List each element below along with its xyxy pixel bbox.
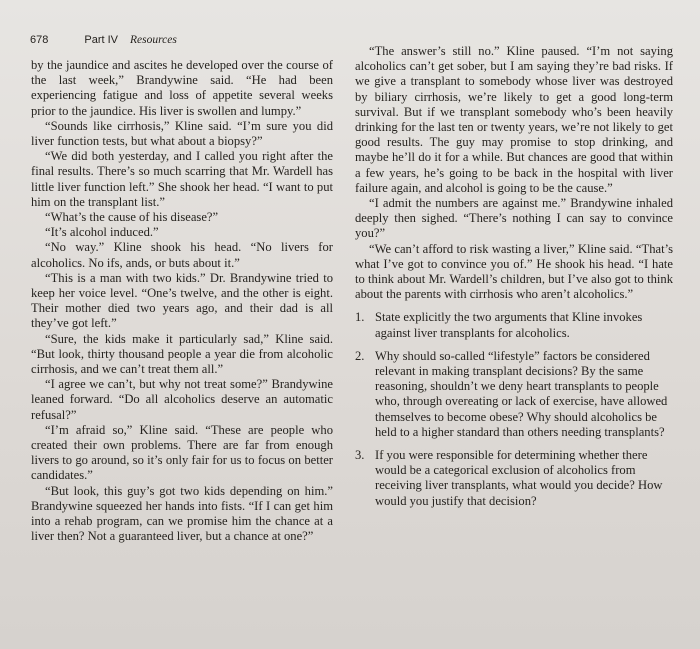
paragraph: “What’s the cause of his disease?” xyxy=(45,210,219,225)
paragraph: “We did both yesterday, and I called you right after the final results. There’s so much scarring that Mr. Wardell has little liver function left.” She shook her head. “I want to put him on the transplant list.” xyxy=(31,149,333,209)
question-text: State explicitly the two arguments that Kline invokes against liver transplants for alcoholics. xyxy=(375,310,643,340)
page-number: 678 xyxy=(30,34,49,46)
right-column xyxy=(355,44,673,517)
part-label: Part IV xyxy=(84,34,118,46)
left-column xyxy=(31,58,333,545)
discussion-questions xyxy=(355,310,673,508)
paragraph: “Sounds like cirrhosis,” Kline said. “I’m sure you did liver function tests, but what about a biopsy?” xyxy=(31,118,333,149)
paragraph: “I agree we can’t, but why not treat some?” Brandywine leaned forward. “Do all alcoholics deserve an automatic refusal?” xyxy=(31,377,333,422)
question-item xyxy=(355,448,673,509)
paragraph: “This is a man with two kids.” Dr. Brandywine tried to keep her voice level. “One’s twelve, and the other is eight. Their mother died two years ago, and their dad is all they’ve got left.” xyxy=(31,270,333,331)
question-number: 1. xyxy=(355,310,365,325)
question-number: 3. xyxy=(355,448,365,463)
paragraph: “It’s alcohol induced.” xyxy=(45,225,159,240)
question-item xyxy=(355,349,673,440)
question-number: 2. xyxy=(355,348,365,363)
paragraph: “No way.” Kline shook his head. “No livers for alcoholics. No ifs, ands, or buts about it.” xyxy=(31,240,333,270)
paragraph: “But look, this guy’s got two kids depending on him.” Brandywine squeezed her hands into fists. “If I can get him into a rehab program, can we promise him the chance at a liver then? Not a guaranteed liver, but a chance at one?” xyxy=(31,483,333,544)
paragraph: “The answer’s still no.” Kline paused. “I’m not saying alcoholics can’t get sober, but I am saying they’re bad risks. If we give a transplant to somebody whose liver was destroyed by biliary cirrhosis, we’re likely to get a good long-term survival. But if we transplant somebody who’s been heavily drinking for the last ten or twenty years, we’re not likely to get good results. The guy may promise to stop drinking, and maybe he’ll do it for a while. But chances are good that within a few years, he’s going to be back in the hospital with liver failure again, and alcohol is going to be the cause.” xyxy=(355,44,673,195)
question-text: Why should so-called “lifestyle” factors be considered relevant in making transplant decisions? By the same reasoning, shouldn’t we deny heart transplants to people who, through overeating or lack of exercise, have allowed themselves to become obese? Why should alcoholics be held to a higher standard than others needing transplants? xyxy=(375,348,668,439)
paragraph: by the jaundice and ascites he developed over the course of the last week,” Brandywine said. “He had been experiencing fatigue and loss of appetite several weeks prior to the jaundice. His liver is swollen and lumpy.” xyxy=(31,58,333,118)
section-label: Resources xyxy=(129,34,177,46)
paragraph: “Sure, the kids make it particularly sad,” Kline said. “But look, thirty thousand people a year die from alcoholic cirrhosis, and we can’t treat them all.” xyxy=(31,331,333,377)
question-text: If you were responsible for determining whether there would be a categorical exclusion of alcoholics from receiving liver transplants, what would you decide? How would you justify that decision? xyxy=(375,448,663,508)
right-column-text xyxy=(355,44,673,302)
running-header xyxy=(30,34,177,50)
paragraph: “I’m afraid so,” Kline said. “These are people who created their own problems. There are far from enough livers to go around, so it’s only fair for us to focus on better candidates.” xyxy=(31,422,333,483)
paragraph: “We can’t afford to risk wasting a liver,” Kline said. “That’s what I’ve got to convince you of.” He shook his head. “I hate to think about Mr. Wardell’s children, but I’ve also got to think about the parents with cirrhosis who aren’t alcoholics.” xyxy=(355,241,673,302)
paragraph: “I admit the numbers are against me.” Brandywine inhaled deeply then sighed. “There’s nothing I can say to convince you?” xyxy=(355,196,673,241)
question-item xyxy=(355,310,673,340)
